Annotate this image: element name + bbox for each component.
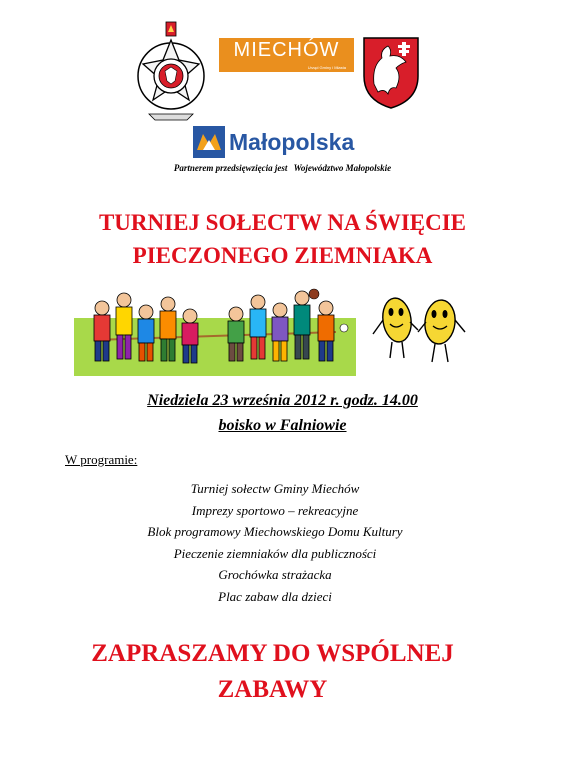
program-item: Imprezy sportowo – rekreacyjne — [191, 502, 359, 518]
partner-name: Województwo Małopolskie — [293, 163, 392, 173]
miechow-logo — [219, 38, 354, 72]
event-title-line-2: PIECZONEGO ZIEMNIAKA — [132, 243, 433, 268]
program-label: W programie: — [65, 452, 138, 467]
event-title-line-1: TURNIEJ SOŁECTW NA ŚWIĘCIE — [98, 210, 467, 235]
malopolska-logo — [193, 126, 368, 160]
event-date-time: Niedziela 23 września 2012 r. godz. 14.00 — [147, 392, 418, 409]
program-item: Blok programowy Miechowskiego Domu Kultury — [147, 524, 403, 539]
tug-of-war-illustration — [74, 288, 356, 376]
miechow-logo-subtitle: Urząd Gminy i Miasta — [307, 65, 346, 70]
miechow-coat-of-arms-icon — [362, 36, 420, 110]
malopolska-logo-text: Małopolska — [229, 129, 355, 155]
invitation-text — [0, 636, 545, 708]
program-item: Grochówka strażacka — [218, 567, 332, 582]
potato-characters-illustration — [370, 290, 470, 370]
partner-line — [0, 163, 565, 173]
invitation-line-2: ZABAWY — [217, 676, 328, 703]
miechow-logo-name: MIECHÓW — [233, 39, 340, 61]
program-item: Turniej sołectw Gminy Miechów — [190, 481, 360, 496]
partner-text: Partnerem przedsięwzięcia jest — [173, 163, 288, 173]
program-item: Plac zabaw dla dzieci — [218, 588, 332, 604]
program-item: Pieczenie ziemniaków dla publiczności — [173, 545, 377, 561]
program-list — [0, 478, 550, 607]
invitation-line-1: ZAPRASZAMY DO WSPÓLNEJ — [91, 640, 454, 667]
event-location: boisko w Falniowie — [218, 417, 347, 434]
malopolska-logo-icon — [193, 126, 225, 158]
fire-brigade-emblem-icon — [135, 20, 207, 124]
